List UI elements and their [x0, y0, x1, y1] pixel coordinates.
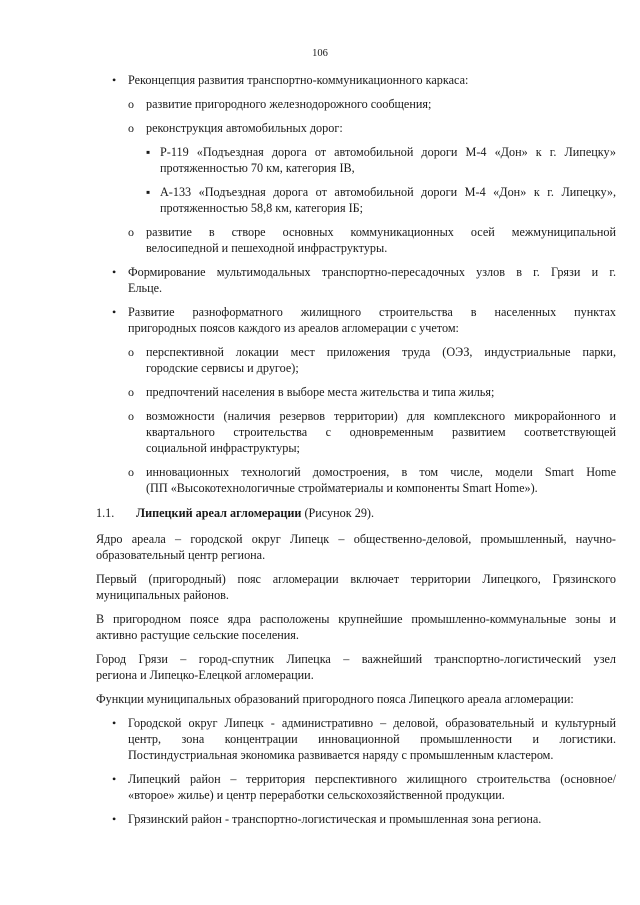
bullet-circle-icon: o — [128, 465, 134, 479]
housing-reserves-line1: возможности (наличия резервов территории) для комплексного микрорайонного и — [146, 409, 616, 423]
section-number: 1.1. — [96, 506, 115, 520]
section-heading-title: Липецкий ареал агломерации — [136, 506, 302, 520]
reconstruction-title: Реконцепция развития транспортно-коммуникационного каркаса: — [128, 73, 469, 87]
function-gryazi-district: Грязинский район - транспортно-логистическая и промышленная зона региона. — [128, 812, 542, 826]
bullet-dot-icon: • — [112, 265, 117, 279]
housing-location-line2: городские сервисы и другое); — [146, 361, 299, 375]
housing-innovation-line2: (ПП «Высокотехнологичные стройматериалы и компоненты Smart Home»). — [146, 481, 538, 495]
bullet-circle-icon: o — [128, 385, 134, 399]
housing-line1: Развитие разноформатного жилищного строительства в населенных пунктах — [128, 305, 616, 319]
multimodal-line2: Ельце. — [128, 281, 163, 295]
paragraph-gryazi-line2: региона и Липецко-Елецкой агломерации. — [96, 668, 314, 682]
road-a133-line1: А-133 «Подъездная дорога от автомобильной дороги М-4 «Дон» к г. Липецку», — [160, 185, 616, 199]
housing-reserves-line3: социальной инфраструктуры; — [146, 441, 300, 455]
function-lipetsk-district-line2: «второе» жилье) и центр переработки сельскохозяйственной продукции. — [128, 788, 505, 802]
road-a133-line2: протяженностью 58,8 км, категория IБ; — [160, 201, 364, 215]
housing-innovation-line1: инновационных технологий домостроения, в том числе, модели Smart Home — [146, 465, 616, 479]
bullet-dot-icon: • — [112, 772, 117, 786]
function-lipetsk-line3: Постиндустриальная экономика развивается наряду с промышленным кластером. — [128, 748, 554, 762]
paragraph-core-line2: образовательный центр региона. — [96, 548, 266, 562]
bullet-dot-icon: • — [112, 305, 117, 319]
paragraph-functions: Функции муниципальных образований пригородного пояса Липецкого ареала агломерации: — [96, 692, 574, 706]
housing-reserves-line2: квартального строительства с одновременным развитием соответствующей — [146, 425, 616, 439]
paragraph-gryazi-line1: Город Грязи – город-спутник Липецка – важнейший транспортно-логистический узел — [96, 652, 616, 666]
function-lipetsk-line1: Городской округ Липецк - административно – деловой, образовательный и культурный — [128, 716, 616, 730]
bullet-square-icon: ▪ — [146, 185, 151, 199]
paragraph-first-belt-line2: муниципальных районов. — [96, 588, 229, 602]
paragraph-first-belt-line1: Первый (пригородный) пояс агломерации включает территории Липецкого, Грязинского — [96, 572, 616, 586]
bullet-circle-icon: o — [128, 345, 134, 359]
multimodal-line1: Формирование мультимодальных транспортно-пересадочных узлов в г. Грязи и г. — [128, 265, 616, 279]
bullet-dot-icon: • — [112, 73, 117, 87]
page-number: 106 — [312, 48, 328, 59]
paragraph-industrial-line1: В пригородном поясе ядра расположены крупнейшие промышленно-коммунальные зоны и — [96, 612, 616, 626]
section-heading — [136, 505, 596, 521]
bullet-circle-icon: o — [128, 409, 134, 423]
bullet-circle-icon: o — [128, 225, 134, 239]
rail-development-item: развитие пригородного железнодорожного сообщения; — [146, 97, 432, 111]
bullet-dot-icon: • — [112, 812, 117, 826]
bullet-dot-icon: • — [112, 716, 117, 730]
housing-preferences: предпочтений населения в выборе места жительства и типа жилья; — [146, 385, 495, 399]
bullet-circle-icon: o — [128, 97, 134, 111]
section-heading-figure-ref: (Рисунок 29). — [301, 506, 375, 520]
bullet-circle-icon: o — [128, 121, 134, 135]
function-lipetsk-district-line1: Липецкий район – территория перспективного жилищного строительства (основное/ — [128, 772, 616, 786]
infrastructure-line1: развитие в створе основных коммуникационных осей межмуниципальной — [146, 225, 616, 239]
infrastructure-line2: велосипедной и пешеходной инфраструктуры. — [146, 241, 388, 255]
paragraph-industrial-line2: активно растущие сельские поселения. — [96, 628, 299, 642]
housing-line2: пригородных поясов каждого из ареалов агломерации с учетом: — [128, 321, 459, 335]
housing-location-line1: перспективной локации мест приложения труда (ОЭЗ, индустриальные парки, — [146, 345, 616, 359]
road-reconstruction-item: реконструкция автомобильных дорог: — [146, 121, 343, 135]
paragraph-core-line1: Ядро ареала – городской округ Липецк – общественно-деловой, промышленный, научно- — [96, 532, 616, 546]
bullet-square-icon: ▪ — [146, 145, 151, 159]
function-lipetsk-line2: центр, зона концентрации инновационной промышленности и логистики. — [128, 732, 616, 746]
road-r119-line2: протяженностью 70 км, категория IB, — [160, 161, 355, 175]
road-r119-line1: Р-119 «Подъездная дорога от автомобильной дороги М-4 «Дон» к г. Липецку» — [160, 145, 616, 159]
